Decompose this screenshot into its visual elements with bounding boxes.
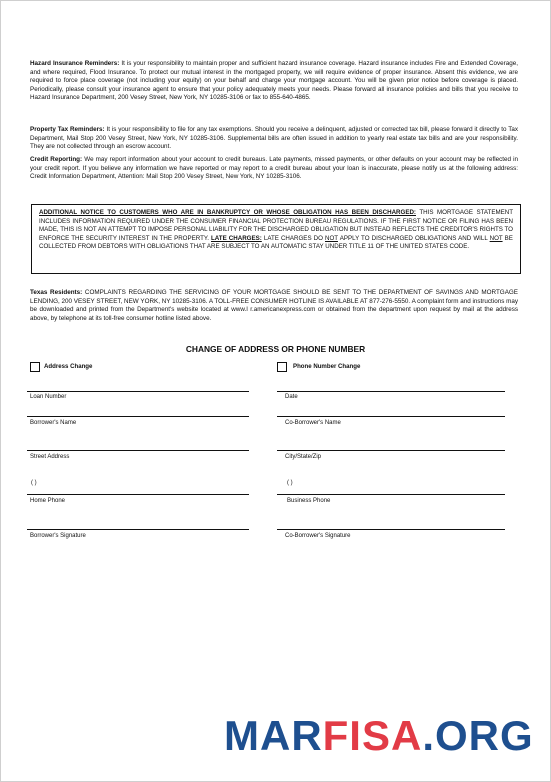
watermark-logo bbox=[224, 712, 534, 760]
watermark-part-3: .ORG bbox=[422, 712, 534, 759]
loan-number-label: Loan Number bbox=[30, 394, 67, 400]
notice-not-2: NOT bbox=[489, 234, 503, 242]
phone-change-checkbox[interactable] bbox=[277, 362, 287, 372]
home-phone-label: Home Phone bbox=[30, 498, 66, 504]
change-form-heading: CHANGE OF ADDRESS OR PHONE NUMBER bbox=[185, 344, 366, 354]
notice-title: ADDITIONAL NOTICE TO CUSTOMERS WHO ARE IN BANKRUPTCY OR WHOSE OBLIGATION HAS BEEN DISCHARGED: bbox=[39, 209, 416, 216]
texas-residents-title: Texas Residents: bbox=[30, 289, 83, 296]
property-tax-text: It is your responsibility to file for any tax exemptions. Should you receive a delinquent, adjusted or corrected tax bill, please forward it directly to Tax Department, Mail Stop 200 Vesey Street, New York, NY 10285-3106. Supplemental bills are often issued in addition to yearly real estate tax bills and are your responsibility. They are not collected through an escrow account. bbox=[30, 126, 519, 151]
property-tax-title: Property Tax Reminders: bbox=[30, 126, 105, 133]
credit-reporting-text: We may report information about your account to credit bureaus. Late payments, missed payments, or other defaults on your account may be reflected in your credit report. If you believe any information we have reported or may report to a credit bureau about your loan is inaccurate, please notify us at the following address: Credit Information Department, Attention: Mail Stop 200 Vesey Street, New York, NY 10285-3106. bbox=[30, 156, 519, 181]
business-phone-area-code: ( ) bbox=[287, 480, 293, 486]
late-charges-title: LATE CHARGES: bbox=[211, 234, 262, 242]
notice-not-1: NOT bbox=[325, 234, 338, 242]
home-phone-field[interactable] bbox=[27, 494, 249, 495]
borrower-name-field[interactable] bbox=[27, 416, 249, 417]
borrower-signature-field[interactable] bbox=[27, 529, 249, 530]
business-phone-label: Business Phone bbox=[287, 498, 331, 504]
watermark-part-1: MAR bbox=[224, 712, 323, 759]
borrower-signature-label: Borrower's Signature bbox=[30, 533, 86, 539]
credit-reporting-title: Credit Reporting: bbox=[30, 156, 83, 163]
notice-text-2: LATE CHARGES DO bbox=[263, 234, 323, 242]
coborrower-signature-field[interactable] bbox=[277, 529, 505, 530]
coborrower-name-label: Co-Borrower's Name bbox=[285, 420, 341, 426]
hazard-insurance-paragraph bbox=[30, 60, 518, 103]
notice-text-3: APPLY TO DISCHARGED OBLIGATIONS AND WILL bbox=[339, 234, 488, 242]
notice-text-4: BE COLLECTED FROM DEBTORS WITH OBLIGATIONS THAT ARE SUBJECT TO AN AUTOMATIC STAY UNDER TITLE 11 OF THE UNITED STATES CODE. bbox=[39, 234, 513, 250]
credit-reporting-paragraph bbox=[30, 156, 518, 182]
business-phone-field[interactable] bbox=[277, 494, 505, 495]
address-change-checkbox[interactable] bbox=[30, 362, 40, 372]
loan-number-field[interactable] bbox=[27, 391, 249, 392]
address-change-label: Address Change bbox=[44, 363, 93, 370]
property-tax-paragraph bbox=[30, 126, 518, 152]
home-phone-area-code: ( ) bbox=[31, 480, 37, 486]
street-address-field[interactable] bbox=[27, 450, 249, 451]
watermark-part-2: FISA bbox=[322, 712, 423, 759]
hazard-insurance-title: Hazard Insurance Reminders: bbox=[30, 60, 120, 67]
city-state-zip-label: City/State/Zip bbox=[285, 454, 322, 460]
date-label: Date bbox=[285, 394, 298, 400]
coborrower-signature-label: Co-Borrower's Signature bbox=[285, 533, 351, 539]
street-address-label: Street Address bbox=[30, 454, 70, 460]
phone-change-label: Phone Number Change bbox=[293, 363, 361, 370]
bankruptcy-notice-box bbox=[31, 204, 521, 274]
date-field[interactable] bbox=[277, 391, 505, 392]
city-state-zip-field[interactable] bbox=[277, 450, 505, 451]
hazard-insurance-text: It is your responsibility to maintain proper and sufficient hazard insurance coverage. Hazard insurance includes Fire and Extended Coverage, and where required, Flood Insurance. To protect our mutual interest in the mortgaged property, we will require evidence of proper insurance. Absent this evidence, we are required to force place coverage (not including your equity) on your behalf and charge your mortgage account. You will be given prior notice before coverage is placed. Periodically, please consult your insurance agent to ensure that your policy adequately meets your needs. Please forward all insurance policies and bills that you receive to Hazard Insurance Department, 200 Vesey Street, New York, NY 10285-3106 or fax to 855-640-4865. bbox=[30, 60, 519, 102]
texas-residents-paragraph bbox=[30, 289, 518, 323]
borrower-name-label: Borrower's Name bbox=[30, 420, 77, 426]
notice-text-1: THIS MORTGAGE STATEMENT INCLUDES INFORMATION REQUIRED UNDER THE CONSUMER FINANCIAL PROTECTION BUREAU REGULATIONS. IF THE FIRST NOTICE OR FILING HAS BEEN MADE, THIS IS NOT AN ATTEMPT TO IMPOSE PERSONAL LIABILITY FOR THE DISCHARGED OBLIGATION BUT INSTEAD REFLECTS THE CREDITOR'S RIGHTS TO ENFORCE THE SECURITY INTEREST IN THE PROPERTY. bbox=[39, 209, 513, 242]
coborrower-name-field[interactable] bbox=[277, 416, 505, 417]
texas-residents-text: COMPLAINTS REGARDING THE SERVICING OF YOUR MORTGAGE SHOULD BE SENT TO THE DEPARTMENT OF SAVINGS AND MORTGAGE LENDING, 200 VESEY STREET, NEW YORK, NY 10285-3106. A TOLL-FREE CONSUMER HOTLINE IS AVAILABLE AT 877-276-5550. A complaint form and instructions may be downloaded and printed from the Department's website located at www.l r.americanexpress.com or obtained from the department upon request by mail at the address above, by telephone at its toll-free consumer hotline listed above. bbox=[30, 289, 518, 322]
